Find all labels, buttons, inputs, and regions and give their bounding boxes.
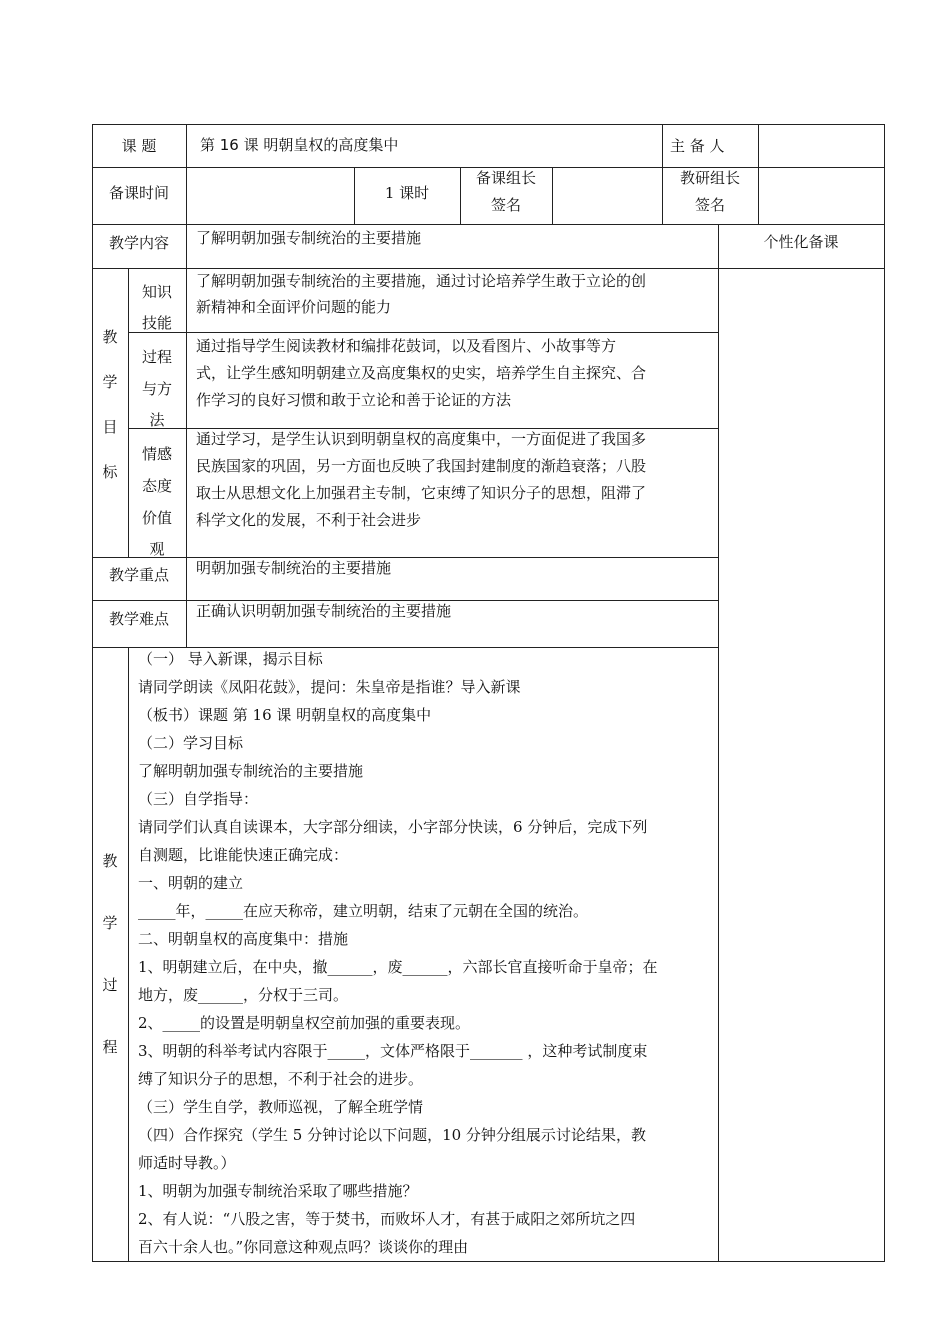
process-line-9: 一、明朝的建立 xyxy=(138,874,244,892)
process-line-10: _____年，_____在应天称帝，建立明朝，结束了元朝在全国的统治。 xyxy=(138,902,589,920)
emotion-label-4: 观 xyxy=(149,540,165,558)
research-leader-label-1: 教研组长 xyxy=(679,169,740,187)
content-label: 教学内容 xyxy=(108,234,169,252)
emotion-label-1: 情感 xyxy=(141,445,172,463)
process-line-1: （一） 导入新课，揭示目标 xyxy=(138,650,323,668)
class-hours: 1 课时 xyxy=(384,184,430,202)
preparer-label: 主 备 人 xyxy=(670,137,725,155)
process-line-11: 二、明朝皇权的高度集中：措施 xyxy=(138,930,349,948)
research-leader-label-2: 签名 xyxy=(694,196,725,214)
process-goal-line-2: 式，让学生感知明朝建立及高度集权的史实，培养学生自主探究、合 xyxy=(196,364,647,382)
topic-label: 课 题 xyxy=(121,137,157,155)
knowledge-label-2: 技能 xyxy=(141,314,172,332)
process-line-22: 百六十余人也。”你同意这种观点吗？谈谈你的理由 xyxy=(138,1238,469,1256)
process-line-12: 1、明朝建立后，在中央，撤______，废______，六部长官直接听命于皇帝；在 xyxy=(138,958,658,976)
process-line-6: （三）自学指导： xyxy=(138,790,259,808)
difficulty-label: 教学难点 xyxy=(108,610,169,628)
process-line-18: （四）合作探究（学生 5 分钟讨论以下问题，10 分钟分组展示讨论结果，教 xyxy=(138,1126,646,1144)
content-text: 了解明朝加强专制统治的主要措施 xyxy=(196,229,422,247)
emotion-line-2: 民族国家的巩固，另一方面也反映了我国封建制度的渐趋衰落；八股 xyxy=(196,457,647,475)
difficulty-text: 正确认识明朝加强专制统治的主要措施 xyxy=(196,602,452,620)
process-line-17: （三）学生自学，教师巡视，了解全班学情 xyxy=(138,1098,424,1116)
process-goal-line-3: 作学习的良好习惯和敢于立论和善于论证的方法 xyxy=(196,391,512,409)
emotion-label-2: 态度 xyxy=(141,477,172,495)
knowledge-line-2: 新精神和全面评价问题的能力 xyxy=(196,298,392,316)
process-line-20: 1、明朝为加强专制统治采取了哪些措施？ xyxy=(138,1182,418,1200)
knowledge-line-1: 了解明朝加强专制统治的主要措施，通过讨论培养学生敢于立论的创 xyxy=(196,272,647,290)
process-line-5: 了解明朝加强专制统治的主要措施 xyxy=(138,762,364,780)
lesson-title: 第 16 课 明朝皇权的高度集中 xyxy=(200,136,399,154)
emotion-line-1: 通过学习，是学生认识到明朝皇权的高度集中，一方面促进了我国多 xyxy=(196,430,647,448)
knowledge-label-1: 知识 xyxy=(141,283,172,301)
process-line-13: 地方，废______，分权于三司。 xyxy=(138,986,349,1004)
emotion-line-3: 取士从思想文化上加强君主专制，它束缚了知识分子的思想，阻滞了 xyxy=(196,484,647,502)
process-label-1: 过程 xyxy=(141,348,172,366)
process-section-label: 教 学 过 程 xyxy=(102,852,118,1056)
emotion-label-3: 价值 xyxy=(141,509,172,527)
process-label-3: 法 xyxy=(149,411,165,429)
process-line-21: 2、有人说：“八股之害，等于焚书，而败坏人才，有甚于咸阳之郊所坑之四 xyxy=(138,1210,636,1228)
process-line-2: 请同学朗读《凤阳花鼓》，提问：朱皇帝是指谁？导入新课 xyxy=(138,678,521,696)
key-point-text: 明朝加强专制统治的主要措施 xyxy=(196,559,392,577)
group-leader-label-1: 备课组长 xyxy=(475,169,536,187)
process-line-16: 缚了知识分子的思想，不利于社会的进步。 xyxy=(138,1070,424,1088)
process-line-8: 自测题，比谁能快速正确完成： xyxy=(138,846,349,864)
key-point-label: 教学重点 xyxy=(108,566,169,584)
process-line-14: 2、_____的设置是明朝皇权空前加强的重要表现。 xyxy=(138,1014,471,1032)
process-line-19: 师适时导教。） xyxy=(138,1154,236,1172)
process-goal-line-1: 通过指导学生阅读教材和编排花鼓词，以及看图片、小故事等方 xyxy=(196,337,617,355)
process-label-2: 与方 xyxy=(141,380,172,398)
personal-prep-label: 个性化备课 xyxy=(763,233,839,251)
goals-label: 教 学 目 标 xyxy=(102,328,118,481)
process-line-3: （板书）课题 第 16 课 明朝皇权的高度集中 xyxy=(138,706,432,724)
emotion-line-4: 科学文化的发展，不利于社会进步 xyxy=(196,511,422,529)
process-line-7: 请同学们认真自读课本，大字部分细读，小字部分快读，6 分钟后，完成下列 xyxy=(138,818,648,836)
prep-time-label: 备课时间 xyxy=(108,184,169,202)
process-line-15: 3、明朝的科举考试内容限于_____，文体严格限于_______ ，这种考试制度束 xyxy=(138,1042,648,1060)
group-leader-label-2: 签名 xyxy=(490,196,521,214)
process-line-4: （二）学习目标 xyxy=(138,734,244,752)
